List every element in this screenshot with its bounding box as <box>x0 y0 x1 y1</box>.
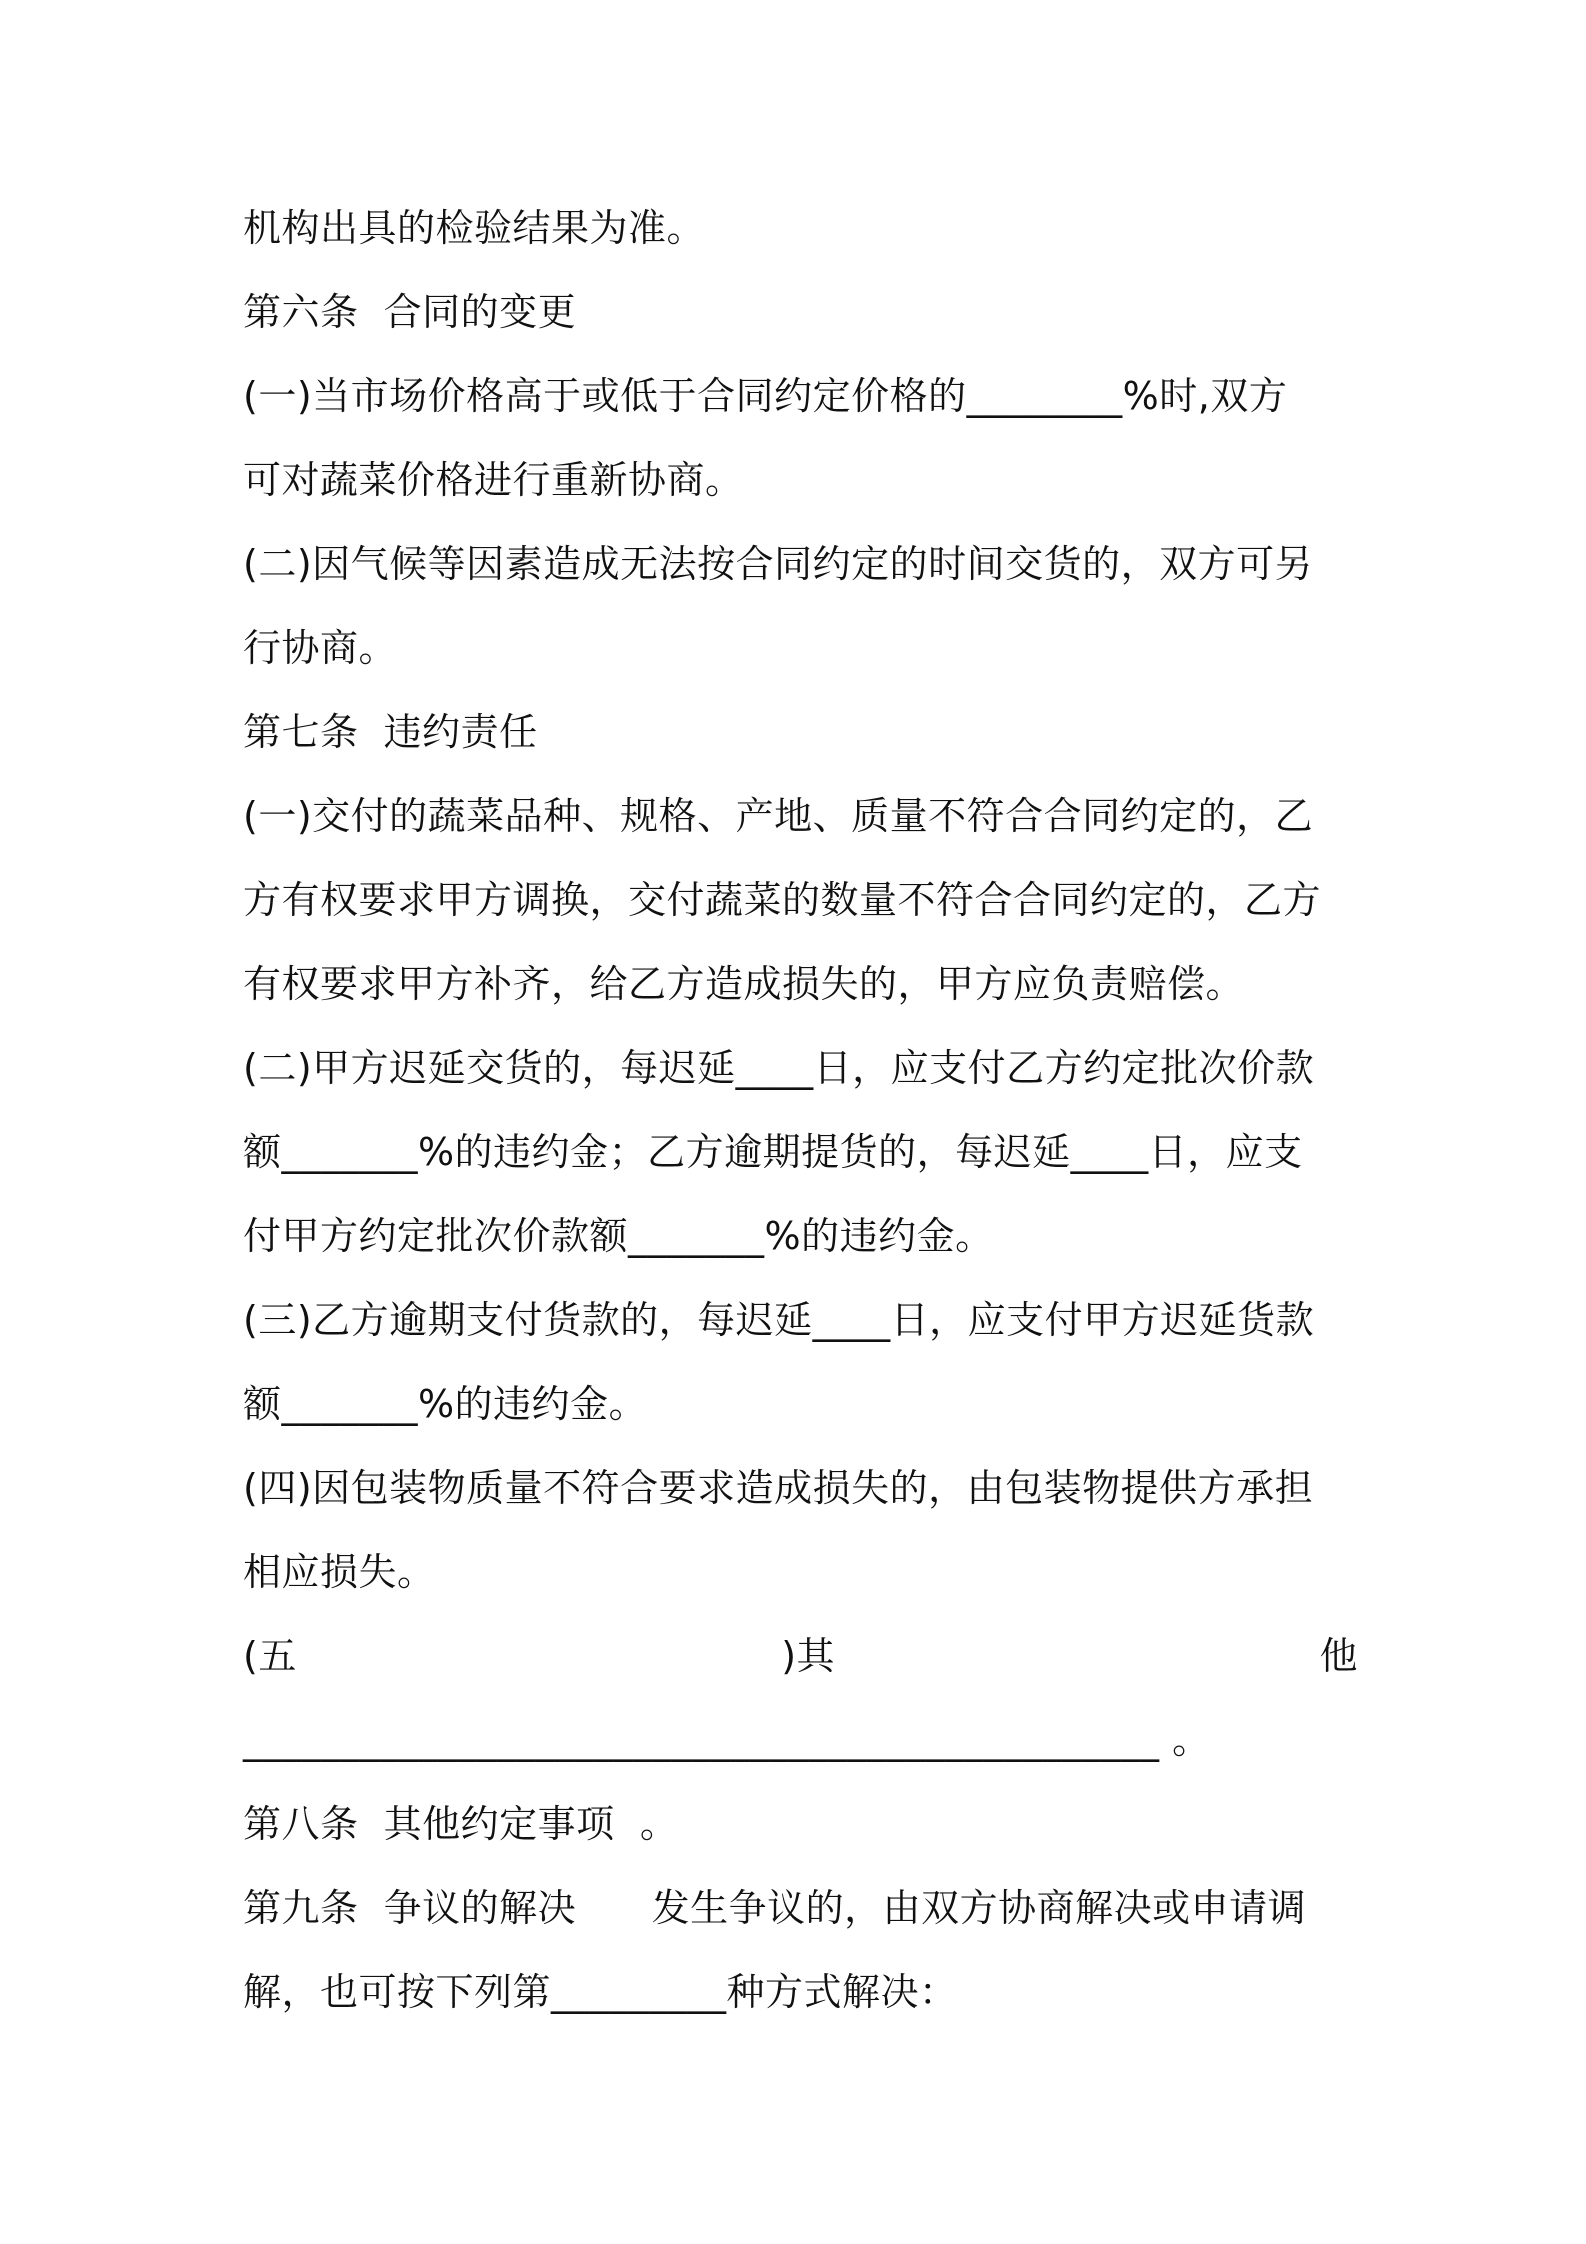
paragraph-line: 额_______%的违约金；乙方逾期提货的，每迟延____日，应支 <box>243 1130 1303 1174</box>
line-segment: )其 <box>781 1634 836 1678</box>
paragraph-line-justified <box>243 1630 1358 1682</box>
paragraph-line: (三)乙方逾期支付货款的，每迟延____日，应支付甲方迟延货款 <box>243 1298 1315 1342</box>
line-segment: (五 <box>243 1634 297 1678</box>
paragraph-line: 相应损失。 <box>243 1550 436 1594</box>
paragraph-line: 可对蔬菜价格进行重新协商。 <box>243 458 744 502</box>
article-6-heading: 第六条 合同的变更 <box>243 290 577 334</box>
paragraph-line: 付甲方约定批次价款额_______%的违约金。 <box>243 1214 994 1258</box>
paragraph-line: (一)当市场价格高于或低于合同约定价格的________%时,双方 <box>243 374 1288 418</box>
paragraph-line: 方有权要求甲方调换，交付蔬菜的数量不符合合同约定的，乙方 <box>243 878 1322 922</box>
article-7-heading: 第七条 违约责任 <box>243 710 538 754</box>
paragraph-line: 解，也可按下列第_________种方式解决： <box>243 1970 958 2014</box>
paragraph-line: (二)甲方迟延交货的，每迟延____日，应支付乙方约定批次价款 <box>243 1046 1315 1090</box>
line-segment: 他 <box>1319 1634 1358 1678</box>
blank-fill-line: _______________________________________________ 。 <box>243 1718 1211 1762</box>
paragraph-line: 额_______%的违约金。 <box>243 1382 648 1426</box>
article-9-heading: 第九条 争议的解决 发生争议的，由双方协商解决或申请调 <box>243 1886 1307 1930</box>
paragraph-line: 有权要求甲方补齐，给乙方造成损失的，甲方应负责赔偿。 <box>243 962 1245 1006</box>
article-8-heading: 第八条 其他约定事项 。 <box>243 1802 679 1846</box>
paragraph-line: (二)因气候等因素造成无法按合同约定的时间交货的，双方可另 <box>243 542 1314 586</box>
paragraph-line: 机构出具的检验结果为准。 <box>243 206 706 250</box>
paragraph-line: 行协商。 <box>243 626 398 670</box>
paragraph-line: (一)交付的蔬菜品种、规格、产地、质量不符合合同约定的，乙 <box>243 794 1314 838</box>
paragraph-line: (四)因包装物质量不符合要求造成损失的，由包装物提供方承担 <box>243 1466 1314 1510</box>
